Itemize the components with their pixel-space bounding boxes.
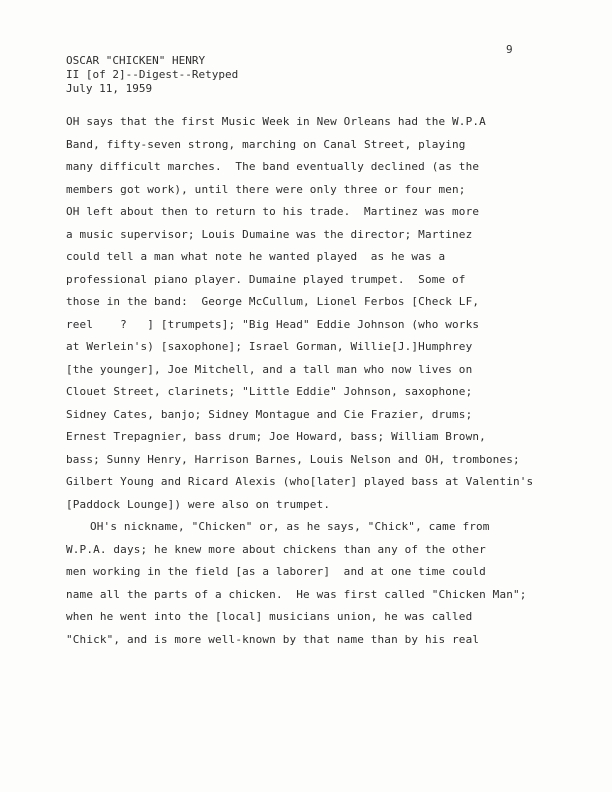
text-line: OH says that the first Music Week in New Orleans had the W.P.A — [66, 115, 486, 128]
text-line: [the younger], Joe Mitchell, and a tall man who now lives on — [66, 362, 473, 376]
text-line: when he went into the [local] musicians union, he was called — [66, 610, 473, 623]
text-line: Band, fifty-seven strong, marching on Canal Street, playing — [66, 137, 466, 151]
header-name: OSCAR "CHICKEN" HENRY — [66, 54, 206, 67]
text-line: those in the band: George McCullum, Lionel Ferbos [Check LF, — [66, 295, 480, 308]
text-line: OH left about then to return to his trade. Martinez was more — [66, 205, 480, 218]
paragraph-1 — [66, 111, 566, 516]
paragraph-2 — [66, 516, 566, 651]
text-line: could tell a man what note he wanted played as he was a — [66, 250, 446, 263]
text-line: Gilbert Young and Ricard Alexis (who[later] played bass at Valentin's — [66, 475, 534, 488]
text-line: OH's nickname, "Chicken" or, as he says, "Chick", came from — [90, 520, 490, 533]
text-line: [Paddock Lounge]) were also on trumpet. — [66, 497, 331, 511]
text-line: bass; Sunny Henry, Harrison Barnes, Louis Nelson and OH, trombones; — [66, 452, 520, 466]
document-header — [66, 54, 238, 96]
text-line: at Werlein's) [saxophone]; Israel Gorman, Willie[J.]Humphrey — [66, 340, 473, 353]
text-line: a music supervisor; Louis Dumaine was the director; Martinez — [66, 227, 473, 241]
text-line: Ernest Trepagnier, bass drum; Joe Howard, bass; William Brown, — [66, 430, 486, 443]
text-line: name all the parts of a chicken. He was first called "Chicken Man"; — [66, 587, 527, 601]
text-line: Clouet Street, clarinets; "Little Eddie" Johnson, saxophone; — [66, 385, 473, 398]
text-line: men working in the field [as a laborer] and at one time could — [66, 565, 486, 578]
text-line: "Chick", and is more well-known by that name than by his real — [66, 632, 480, 646]
text-line: professional piano player. Dumaine played trumpet. Some of — [66, 272, 466, 286]
page-number: 9 — [506, 43, 513, 56]
text-line: Sidney Cates, banjo; Sidney Montague and Cie Frazier, drums; — [66, 407, 473, 421]
text-line: members got work), until there were only three or four men; — [66, 182, 466, 196]
header-reel: II [of 2]--Digest--Retyped — [66, 68, 239, 81]
header-date: July 11, 1959 — [66, 82, 153, 95]
text-line: many difficult marches. The band eventually declined (as the — [66, 160, 480, 173]
body-text — [66, 111, 566, 651]
text-line: W.P.A. days; he knew more about chickens than any of the other — [66, 542, 486, 556]
text-line: reel ? ] [trumpets]; "Big Head" Eddie Johnson (who works — [66, 317, 480, 331]
